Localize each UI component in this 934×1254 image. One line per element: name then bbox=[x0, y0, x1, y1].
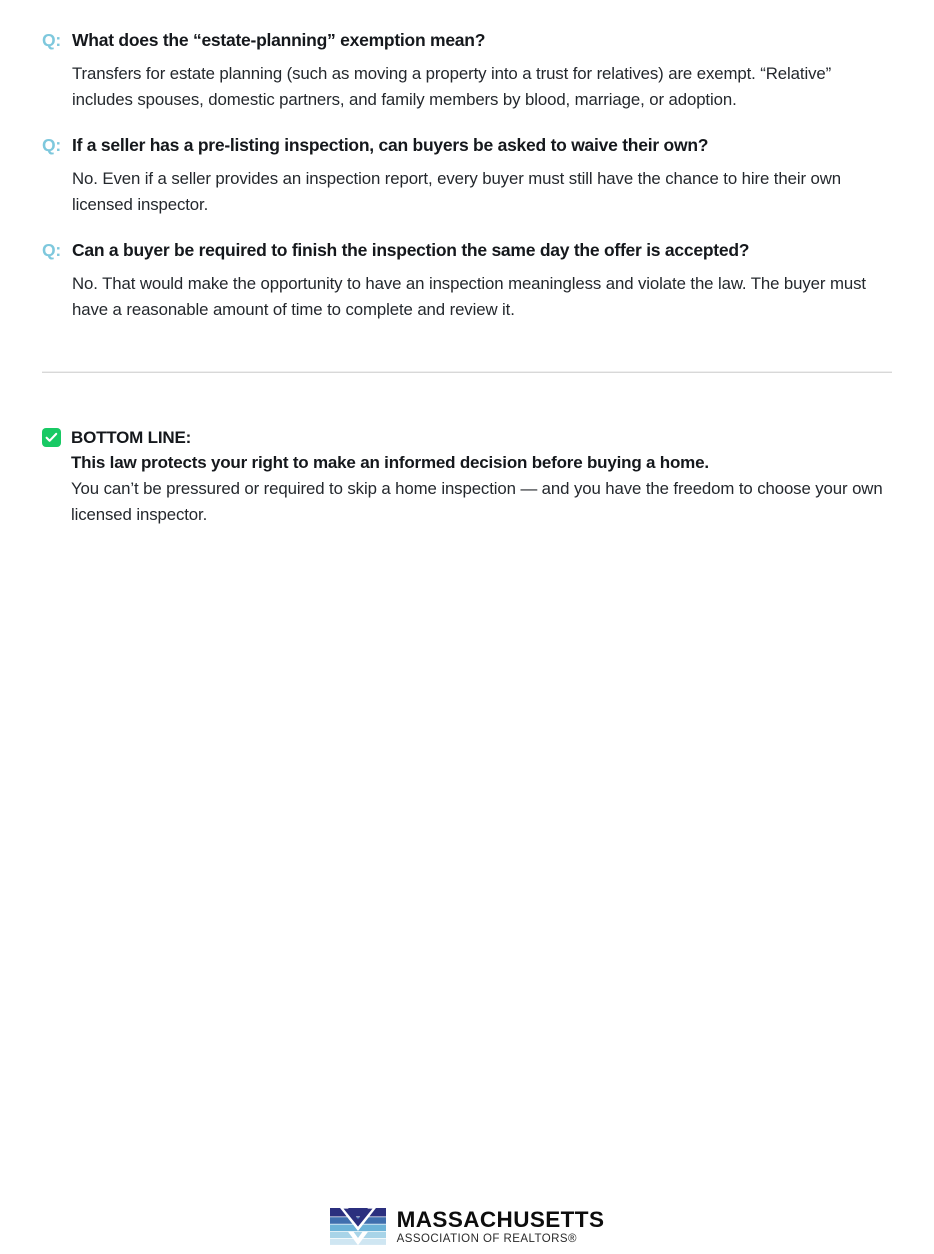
faq-question-text: Can a buyer be required to finish the inspection the same day the offer is accepted? bbox=[72, 240, 750, 260]
logo-org-subtitle: ASSOCIATION OF REALTORS® bbox=[396, 1233, 577, 1245]
question-marker: Q: bbox=[42, 135, 62, 155]
bottom-line-callout bbox=[42, 425, 892, 528]
bottom-line-subheading: This law protects your right to make an informed decision before buying a home. bbox=[71, 453, 709, 472]
faq-question-text: What does the “estate-planning” exemption mean? bbox=[72, 30, 486, 50]
check-badge-icon bbox=[42, 428, 61, 447]
faq-question-row bbox=[42, 238, 892, 263]
question-marker: Q: bbox=[42, 240, 62, 260]
faq-answer-text: No. That would make the opportunity to have an inspection meaningless and violate the law. The buyer must have a reasonable amount of time to complete and review it. bbox=[72, 274, 866, 319]
faq-question-text: If a seller has a pre-listing inspection, can buyers be asked to waive their own? bbox=[72, 135, 709, 155]
question-marker: Q: bbox=[42, 30, 62, 50]
faq-question-row bbox=[42, 133, 892, 158]
section-divider bbox=[42, 371, 892, 373]
page-footer bbox=[0, 1208, 934, 1246]
faq-content bbox=[42, 28, 892, 528]
bottom-line-body bbox=[71, 425, 892, 528]
organization-logo bbox=[330, 1208, 605, 1246]
bottom-line-heading: BOTTOM LINE: bbox=[71, 428, 192, 447]
logo-org-name: MASSACHUSETTS bbox=[396, 1206, 605, 1232]
faq-item bbox=[42, 133, 892, 218]
faq-item bbox=[42, 28, 892, 113]
logo-wordmark bbox=[396, 1206, 605, 1246]
faq-answer-text: No. Even if a seller provides an inspection report, every buyer must still have the chance to hire their own licensed inspector. bbox=[72, 169, 841, 214]
bottom-line-text: You can’t be pressured or required to skip a home inspection — and you have the freedom to choose your own licensed inspector. bbox=[71, 479, 883, 524]
faq-question-row bbox=[42, 28, 892, 53]
faq-answer-text: Transfers for estate planning (such as moving a property into a trust for relatives) are exempt. “Relative” includes spouses, domestic partners, and family members by blood, marriage, or adoption. bbox=[72, 64, 832, 109]
faq-item bbox=[42, 238, 892, 323]
wave-mark-icon bbox=[330, 1208, 386, 1246]
